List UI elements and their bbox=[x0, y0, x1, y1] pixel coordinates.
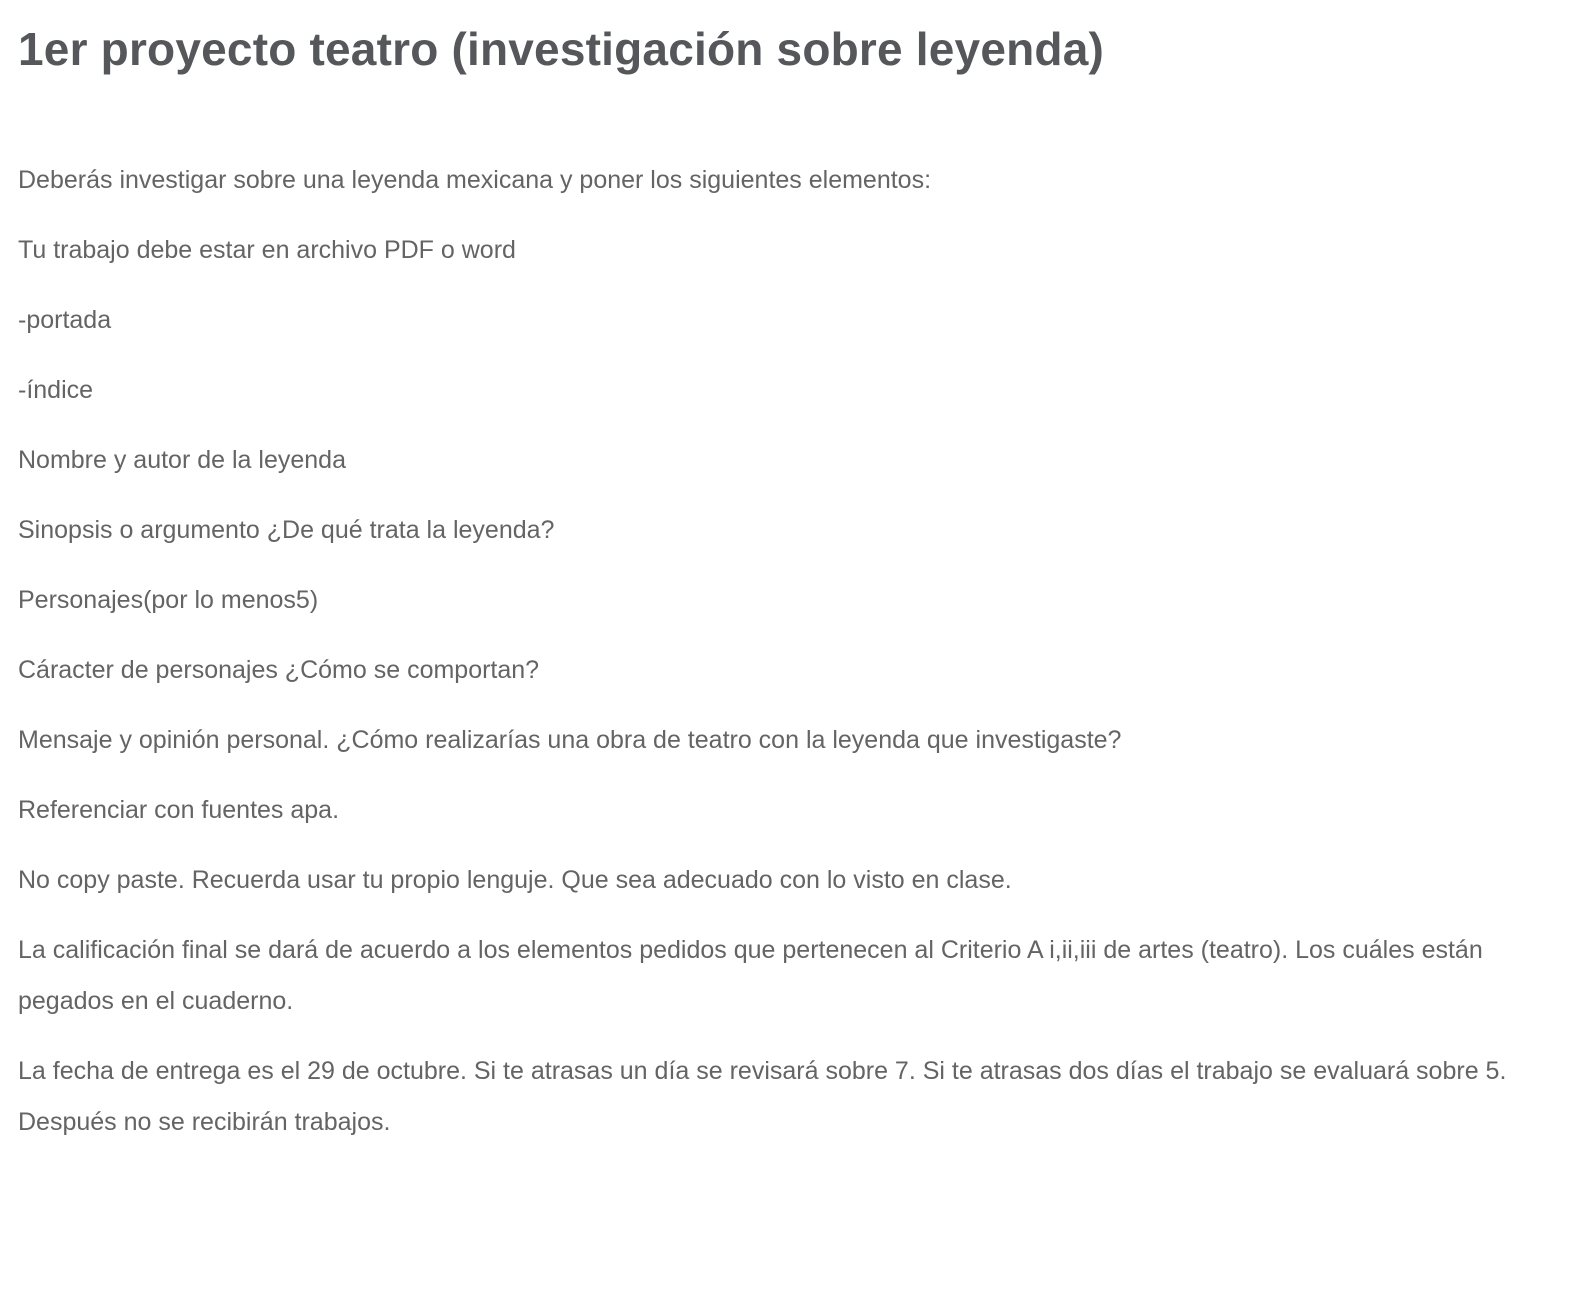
paragraph-intro: Deberás investigar sobre una leyenda mexicana y poner los siguientes elementos: bbox=[18, 166, 932, 195]
paragraph-calificacion: La calificación final se dará de acuerdo a los elementos pedidos que pertenecen al Criterio A i,ii,iii de artes (teatro). Los cuáles están pegados en el cuaderno. bbox=[18, 936, 1483, 1016]
page-title: 1er proyecto teatro (investigación sobre leyenda) bbox=[18, 23, 1105, 75]
paragraph-nombre-autor: Nombre y autor de la leyenda bbox=[18, 446, 346, 475]
paragraph-caracter: Cáracter de personajes ¿Cómo se comportan? bbox=[18, 656, 540, 685]
paragraph-no-copy-paste: No copy paste. Recuerda usar tu propio lenguje. Que sea adecuado con lo visto en clase. bbox=[18, 866, 1012, 895]
paragraph-file-format: Tu trabajo debe estar en archivo PDF o word bbox=[18, 236, 516, 265]
paragraph-sinopsis: Sinopsis o argumento ¿De qué trata la leyenda? bbox=[18, 516, 555, 545]
paragraph-mensaje-opinion: Mensaje y opinión personal. ¿Cómo realizarías una obra de teatro con la leyenda que investigaste? bbox=[18, 726, 1122, 755]
paragraph-fecha-entrega: La fecha de entrega es el 29 de octubre. Si te atrasas un día se revisará sobre 7. Si te atrasas dos días el trabajo se evaluará sobre 5. Después no se recibirán trabajos. bbox=[18, 1057, 1507, 1137]
paragraph-referencias: Referenciar con fuentes apa. bbox=[18, 796, 340, 825]
paragraph-portada: -portada bbox=[18, 306, 112, 335]
paragraph-indice: -índice bbox=[18, 376, 94, 405]
paragraph-personajes: Personajes(por lo menos5) bbox=[18, 586, 319, 615]
assignment-description bbox=[0, 22, 1578, 1148]
